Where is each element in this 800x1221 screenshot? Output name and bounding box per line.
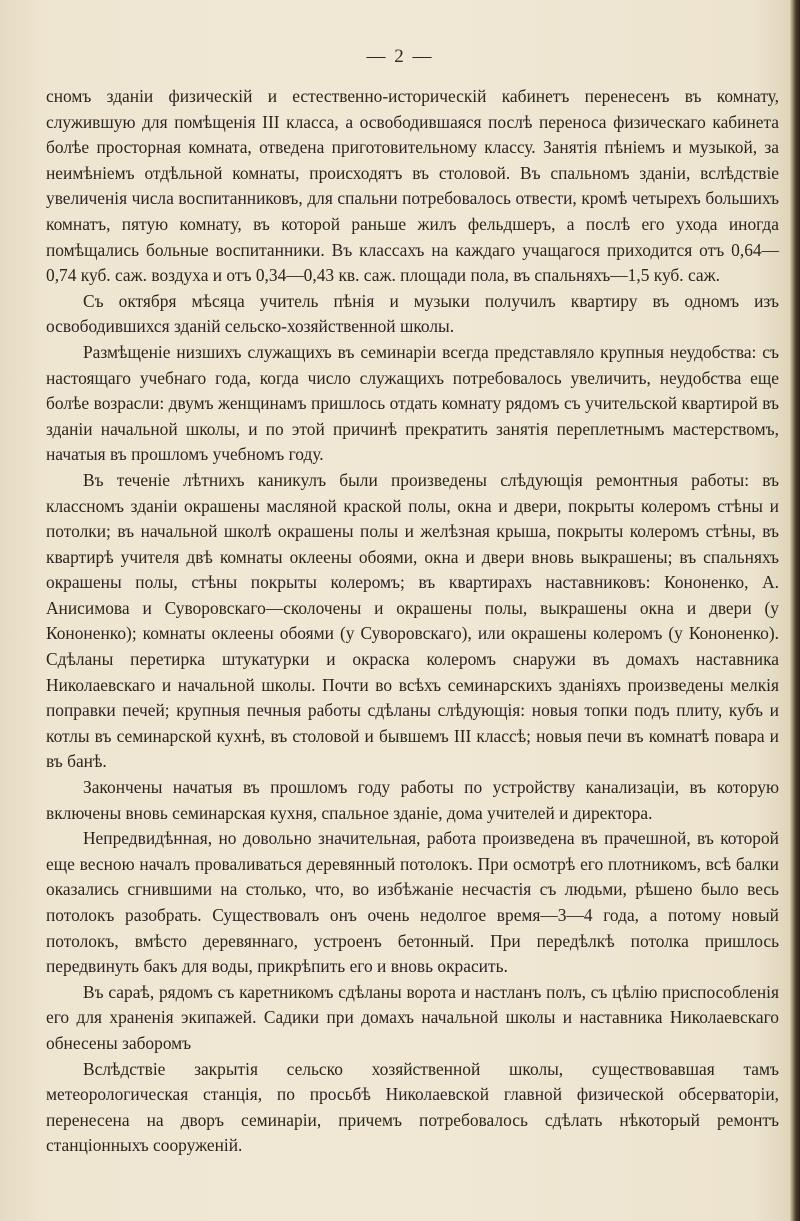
paragraph-continued: сномъ зданіи физическій и естественно-историческій кабинетъ перенесенъ въ комнату, служившую для помѣщенія III класса, а освободившаяся послѣ переноса физическаго кабинета болѣе просторная комната, отведена приготовительному классу. Занятія пѣніемъ и музыкой, за неимѣніемъ отдѣльной комнаты, происходятъ въ столовой. Въ спальномъ зданіи, вслѣдствіе увеличенія числа воспитанниковъ, для спальни потребовалось отвести, кромѣ четырехъ большихъ комнатъ, пятую комнату, въ которой раньше жилъ фельдшеръ, а послѣ его ухода иногда помѣщались больные воспитанники. Въ классахъ на каждаго учащагося приходится отъ 0,64—0,74 куб. саж. воздуха и отъ 0,34—0,43 кв. саж. площади пола, въ спальняхъ—1,5 куб. саж. xyxy=(46,86,779,286)
document-body xyxy=(46,84,779,1159)
paragraph: Непредвидѣнная, но довольно значительная, работа произведена въ прачешной, въ которой еще весною началъ проваливаться деревянный потолокъ. При осмотрѣ его плотникомъ, всѣ балки оказались сгнившими на столько, что, во избѣжаніе несчастія съ людьми, рѣшено было весь потолокъ разобрать. Существовалъ онъ очень недолгое время—3—4 года, а потому новый потолокъ, вмѣсто деревяннаго, устроенъ бетонный. При передѣлкѣ потолка пришлось передвинуть бакъ для воды, прикрѣпить его и вновь окрасить. xyxy=(46,828,779,977)
paragraph: Въ теченіе лѣтнихъ каникулъ были произведены слѣдующія ремонтныя работы: въ классномъ зданіи окрашены масляной краской полы, окна и двери, покрыты колеромъ стѣны и потолки; въ начальной школѣ окрашены полы и желѣзная крыша, покрыты колеромъ стѣны, въ квартирѣ учителя двѣ комнаты оклеены обоями, окна и двери вновь выкрашены; въ спальняхъ окрашены полы, стѣны покрыты колеромъ; въ квартирахъ наставниковъ: Кононенко, А. Анисимова и Суворовскаго—сколочены и окрашены полы, выкрашены окна и двери (у Кононенко); комнаты оклеены обоями (у Суворовскаго), или окрашены колеромъ (у Кононенко). Сдѣланы перетирка штукатурки и окраска колеромъ снаружи въ домахъ наставника Николаевскаго и начальной школы. Почти во всѣхъ семинарскихъ зданіяхъ произведены мелкія поправки печей; крупныя печныя работы сдѣланы слѣдующія: новыя топки подъ плиту, кубъ и котлы въ семинарской кухнѣ, въ столовой и бывшемъ III классѣ; новыя печи въ комнатѣ повара и въ банѣ. xyxy=(46,469,779,772)
paragraph: Вслѣдствіе закрытія сельско хозяйственной школы, существовавшая тамъ метеорологическая станція, по просьбѣ Николаевской главной физической обсерваторіи, перенесена на дворъ семинаріи, причемъ потребовалось сдѣлать нѣкоторый ремонтъ станціонныхъ сооруженій. xyxy=(46,1058,779,1156)
paragraph: Размѣщеніе низшихъ служащихъ въ семинаріи всегда представляло крупныя неудобства: съ настоящаго учебнаго года, когда число служащихъ потребовалось увеличить, неудобства еще болѣе возрасли: двумъ женщинамъ пришлось отдать комнату рядомъ съ учительской квартирой въ зданіи начальной школы, и по этой причинѣ прекратить занятія переплетнымъ мастерствомъ, начатыя въ прошломъ учебномъ году. xyxy=(46,341,779,465)
paragraph: Въ сараѣ, рядомъ съ каретникомъ сдѣланы ворота и настланъ полъ, съ цѣлію приспособленія его для храненія экипажей. Садики при домахъ начальной школы и наставника Николаевскаго обнесены заборомъ xyxy=(46,981,779,1053)
page-number: — 2 — xyxy=(366,46,434,67)
paragraph: Съ октября мѣсяца учитель пѣнія и музыки получилъ квартиру въ одномъ изъ освободившихся зданій сельско-хозяйственной школы. xyxy=(46,290,779,337)
paragraph: Закончены начатыя въ прошломъ году работы по устройству канализаціи, въ которую включены вновь семинарская кухня, спальное зданіе, дома учителей и директора. xyxy=(46,777,779,823)
book-binding-edge xyxy=(790,0,800,1221)
